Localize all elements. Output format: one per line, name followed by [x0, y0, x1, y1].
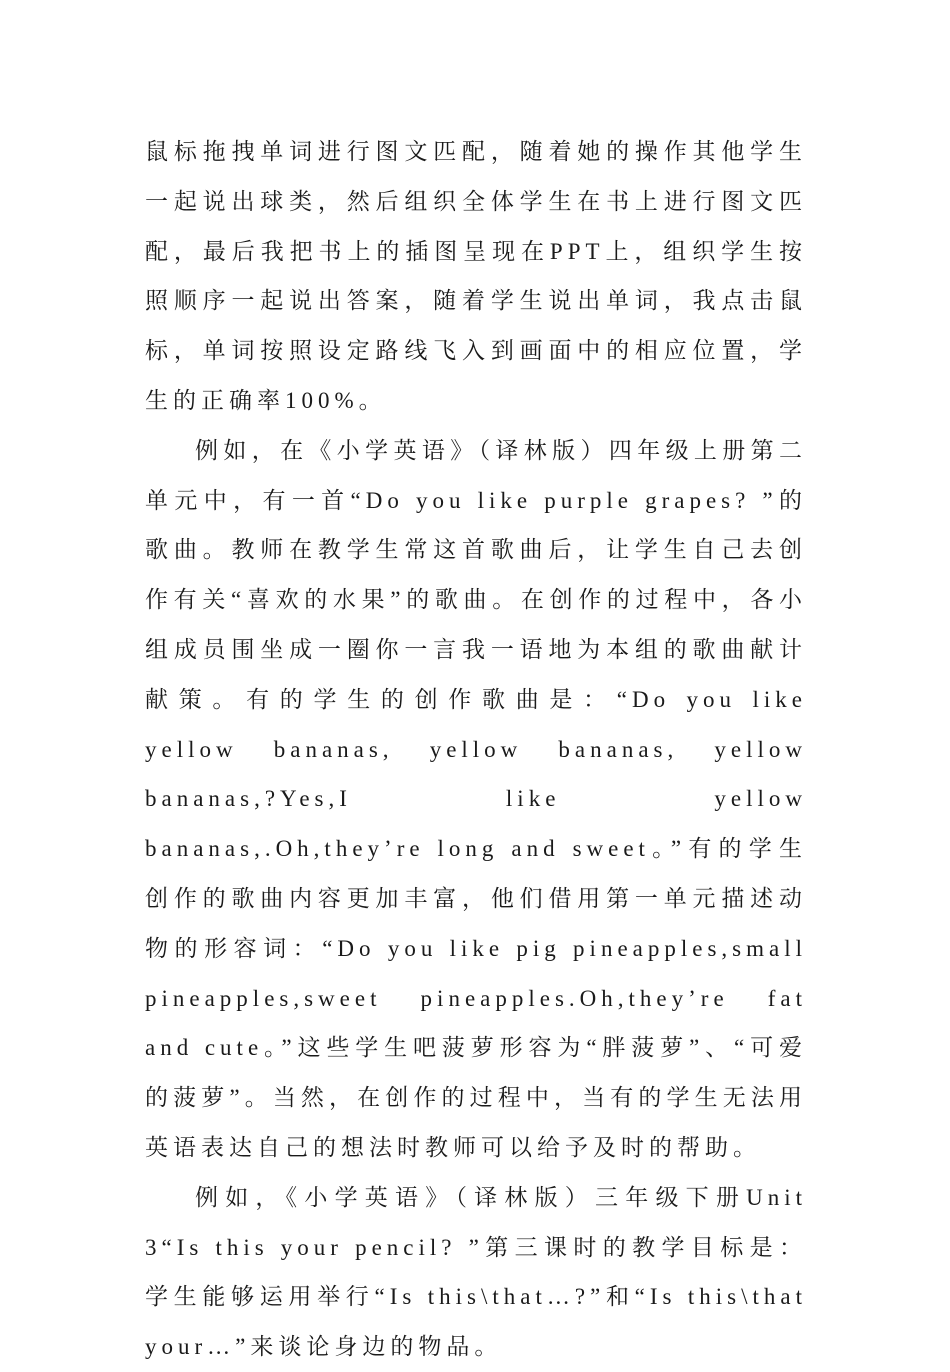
paragraph-2: 例如，在《小学英语》（译林版）四年级上册第二单元中，有一首“Do you like purple grapes? ”的歌曲。教师在教学生常这首歌曲后，让学生自己去创作有关“喜欢的水果”的歌曲。在创作的过程中，各小组成员围坐成一圈你一言我一语地为本组的歌曲献计献策。有的学生的创作歌曲是：“Do you like yellow bananas, yellow bananas, yellow bananas,?Yes,I like yellow bananas,.Oh,they’re long and sweet。”有的学生创作的歌曲内容更加丰富，他们借用第一单元描述动物的形容词：“Do you like pig pineapples,small pineapples,sweet pineapples.Oh,they’re fat and cute。”这些学生吧菠萝形容为“胖菠萝”、“可爱的菠萝”。当然，在创作的过程中，当有的学生无法用英语表达自己的想法时教师可以给予及时的帮助。: [145, 437, 807, 1160]
document-body: [145, 127, 807, 1372]
paragraph-1: 鼠标拖拽单词进行图文匹配，随着她的操作其他学生一起说出球类，然后组织全体学生在书上进行图文匹配，最后我把书上的插图呈现在PPT上，组织学生按照顺序一起说出答案，随着学生说出单词，我点击鼠标，单词按照设定路线飞入到画面中的相应位置，学生的正确率100%。: [145, 139, 807, 413]
paragraph-3: 例如，《小学英语》（译林版）三年级下册Unit 3“Is this your pencil? ”第三课时的教学目标是：学生能够运用举行“Is this\that…?”和“Is this\that your…”来谈论身边的物品。: [145, 1184, 807, 1360]
